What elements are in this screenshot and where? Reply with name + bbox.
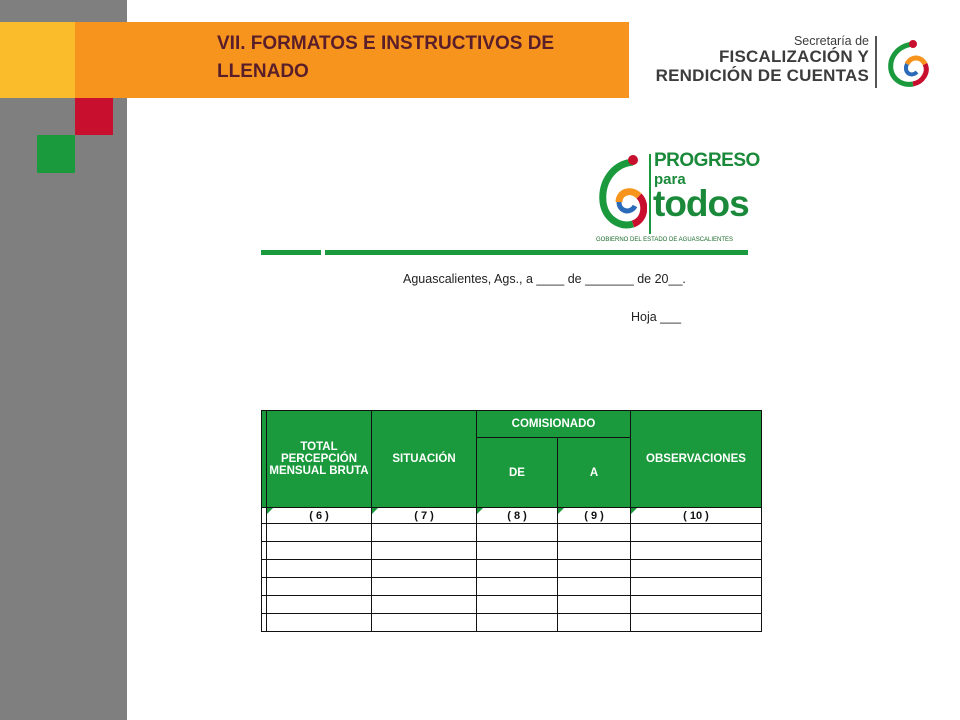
- table-row: [262, 524, 762, 542]
- header-situacion: SITUACIÓN: [372, 411, 477, 508]
- date-line: Aguascalientes, Ags., a ____ de _______ de 20__.: [403, 272, 686, 286]
- header-a: A: [558, 438, 631, 508]
- number-cell: ( 9 ): [558, 508, 631, 524]
- table-row: [262, 560, 762, 578]
- progreso-emblem-icon: [595, 152, 647, 232]
- secretaria-logo: [645, 34, 945, 94]
- progreso-logo-line2: para: [654, 171, 686, 188]
- secretaria-logo-divider: [875, 36, 877, 88]
- secretaria-logo-line3: RENDICIÓN DE CUENTAS: [655, 66, 869, 85]
- progreso-logo-divider: [649, 154, 651, 234]
- header-rule-short: [261, 250, 321, 255]
- progreso-logo-line1: PROGRESO: [654, 150, 760, 171]
- decor-green-square: [37, 135, 75, 173]
- table-row: [262, 578, 762, 596]
- number-cell: ( 8 ): [477, 508, 558, 524]
- number-row: [262, 508, 762, 524]
- number-cell: ( 10 ): [631, 508, 762, 524]
- header-observaciones: OBSERVACIONES: [631, 411, 762, 508]
- title-bar: [75, 22, 629, 98]
- decor-yellow-square: [0, 22, 75, 98]
- number-cell: ( 7 ): [372, 508, 477, 524]
- table-row: [262, 596, 762, 614]
- decor-red-square: [75, 98, 113, 135]
- form-document: [261, 140, 766, 640]
- table-row: [262, 614, 762, 632]
- header-total-percepcion: TOTAL PERCEPCIÓN MENSUAL BRUTA: [267, 411, 372, 508]
- header-comisionado: COMISIONADO: [477, 411, 631, 438]
- number-cell: ( 6 ): [267, 508, 372, 524]
- progreso-logo-subtitle: GOBIERNO DEL ESTADO DE AGUASCALIENTES: [596, 237, 734, 243]
- secretaria-logo-line1: Secretaría de: [793, 34, 869, 48]
- table-row: [262, 542, 762, 560]
- progreso-logo-line3: todos: [653, 183, 749, 224]
- secretaria-logo-line2: FISCALIZACIÓN Y: [718, 47, 869, 66]
- emblem-icon: [883, 38, 931, 88]
- header-rule-long: [325, 250, 748, 255]
- header-de: DE: [477, 438, 558, 508]
- page-title: VII. FORMATOS E INSTRUCTIVOS DE LLENADO: [217, 33, 555, 82]
- sheet-number-line: Hoja ___: [631, 310, 682, 324]
- form-table: [261, 410, 762, 632]
